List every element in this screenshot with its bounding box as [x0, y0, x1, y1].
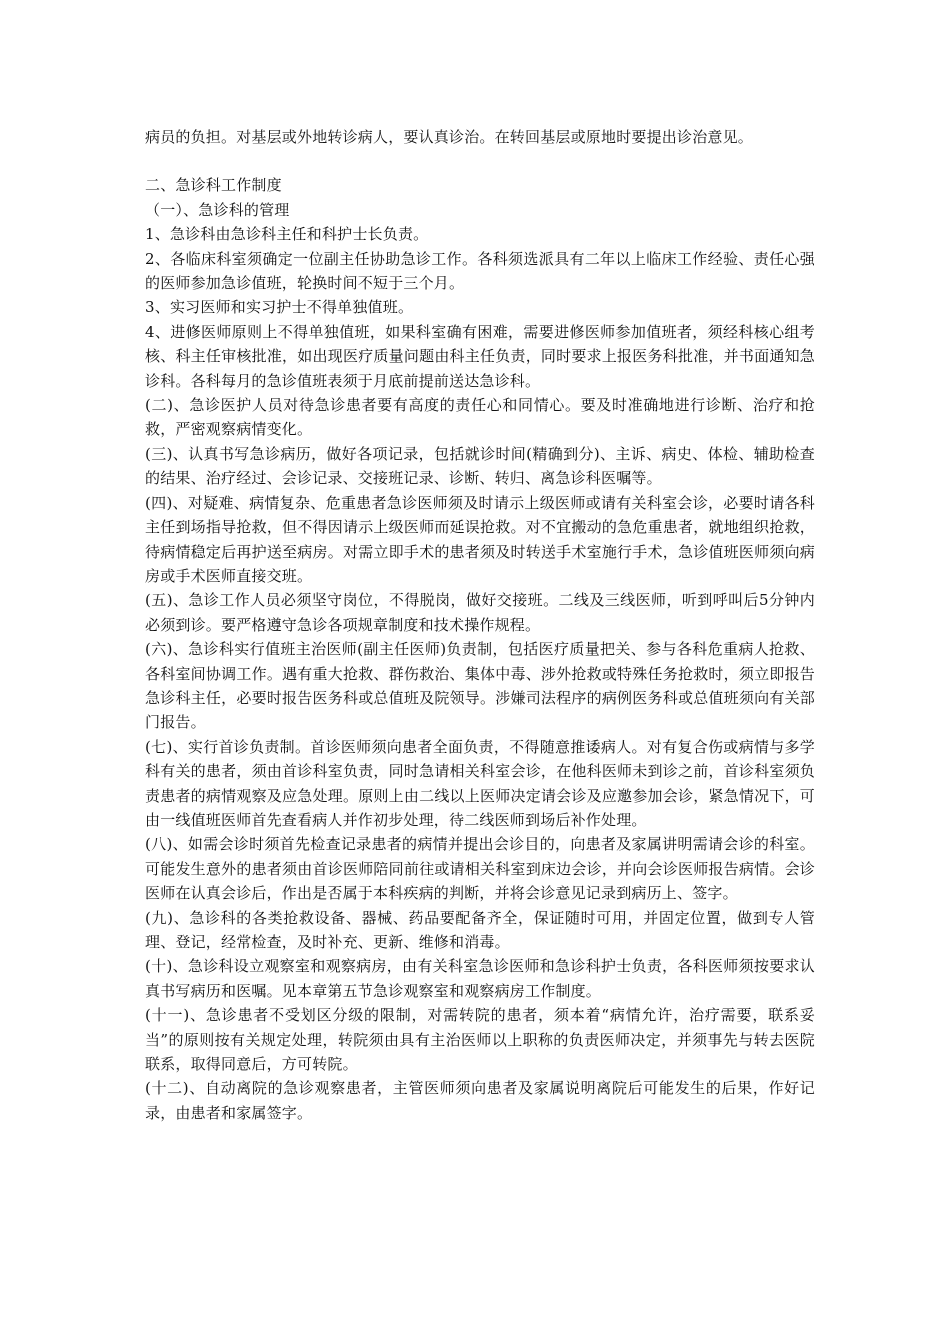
rule-paragraph-6: (三)、认真书写急诊病历，做好各项记录，包括就诊时间(精确到分)、主诉、病史、体检、辅助检查的结果、治疗经过、会诊记录、交接班记录、诊断、转归、离急诊科医嘱等。 — [145, 444, 815, 488]
rule-paragraph-8: (五)、急诊工作人员必须坚守岗位，不得脱岗，做好交接班。二线及三线医师，听到呼叫后5分钟内必须到诊。要严格遵守急诊各项规章制度和技术操作规程。 — [145, 591, 815, 634]
subsection-title: （一）、急诊科的管理 — [145, 200, 290, 219]
rule-paragraph-4: 4、进修医师原则上不得单独值班，如果科室确有困难，需要进修医师参加值班者，须经科核心组考核、科主任审核批准，如出现医疗质量问题由科主任负责，同时要求上报医务科批准，并书面通知急诊科。各科每月的急诊值班表须于月底前提前送达急诊科。 — [145, 322, 815, 390]
intro-paragraph: 病员的负担。对基层或外地转诊病人，要认真诊治。在转回基层或原地时要提出诊治意见。 — [145, 128, 754, 146]
rule-paragraph-5: (二)、急诊医护人员对待急诊患者要有高度的责任心和同情心。要及时准确地进行诊断、治疗和抢救，严密观察病情变化。 — [145, 396, 815, 439]
rule-paragraph-1: 1、急诊科由急诊科主任和科护士长负责。 — [145, 225, 429, 244]
rule-paragraph-12: (九)、急诊科的各类抢救设备、器械、药品要配备齐全，保证随时可用，并固定位置，做到专人管理、登记，经常检查，及时补充、更新、维修和消毒。 — [145, 908, 815, 951]
rule-paragraph-11: (八)、如需会诊时须首先检查记录患者的病情并提出会诊目的，向患者及家属讲明需请会诊的科室。可能发生意外的患者须由首诊医师陪同前往或请相关科室到床边会诊，并向会诊医师报告病情。会诊医师在认真会诊后，作出是否属于本科疾病的判断，并将会诊意见记录到病历上、签字。 — [145, 835, 815, 903]
rule-paragraph-7: (四)、对疑难、病情复杂、危重患者急诊医师须及时请示上级医师或请有关科室会诊，必要时请各科主任到场指导抢救，但不得因请示上级医师而延误抢救。对不宜搬动的急危重患者，就地组织抢救，待病情稳定后再护送至病房。对需立即手术的患者须及时转送手术室施行手术，急诊值班医师须向病房或手术医师直接交班。 — [145, 493, 815, 585]
blank-line — [145, 149, 815, 173]
rule-paragraph-9: (六)、急诊科实行值班主治医师(副主任医师)负责制，包括医疗质量把关、参与各科危重病人抢救、各科室间协调工作。遇有重大抢救、群伤救治、集体中毒、涉外抢救或特殊任务抢救时，须立即报告急诊科主任，必要时报告医务科或总值班及院领导。涉嫌司法程序的病例医务科或总值班须向有关部门报告。 — [145, 640, 815, 732]
section-title: 二、急诊科工作制度 — [145, 176, 282, 195]
rule-paragraph-13: (十)、急诊科设立观察室和观察病房，由有关科室急诊医师和急诊科护士负责，各科医师须按要求认真书写病历和医嘱。见本章第五节急诊观察室和观察病房工作制度。 — [145, 957, 815, 1000]
rule-paragraph-10: (七)、实行首诊负责制。首诊医师须向患者全面负责，不得随意推诿病人。对有复合伤或病情与多学科有关的患者，须由首诊科室负责，同时急请相关科室会诊，在他科医师未到诊之前，首诊科室须负责患者的病情观察及应急处理。原则上由二线以上医师决定请会诊及应邀参加会诊，紧急情况下，可由一线值班医师首先查看病人并作初步处理，待二线医师到场后补作处理。 — [145, 737, 815, 829]
rule-paragraph-3: 3、实习医师和实习护士不得单独值班。 — [145, 298, 414, 317]
document-page — [145, 125, 815, 1125]
rule-paragraph-15: (十二)、自动离院的急诊观察患者，主管医师须向患者及家属说明离院后可能发生的后果，作好记录，由患者和家属签字。 — [145, 1079, 815, 1122]
rule-paragraph-2: 2、各临床科室须确定一位副主任协助急诊工作。各科须选派具有二年以上临床工作经验、责任心强的医师参加急诊值班，轮换时间不短于三个月。 — [145, 249, 815, 293]
rule-paragraph-14: (十一)、急诊患者不受划区分级的限制，对需转院的患者，须本着“病情允许，治疗需要，联系妥当”的原则按有关规定处理，转院须由具有主治医师以上职称的负责医师决定，并须事先与转去医院联系，取得同意后，方可转院。 — [145, 1006, 815, 1074]
